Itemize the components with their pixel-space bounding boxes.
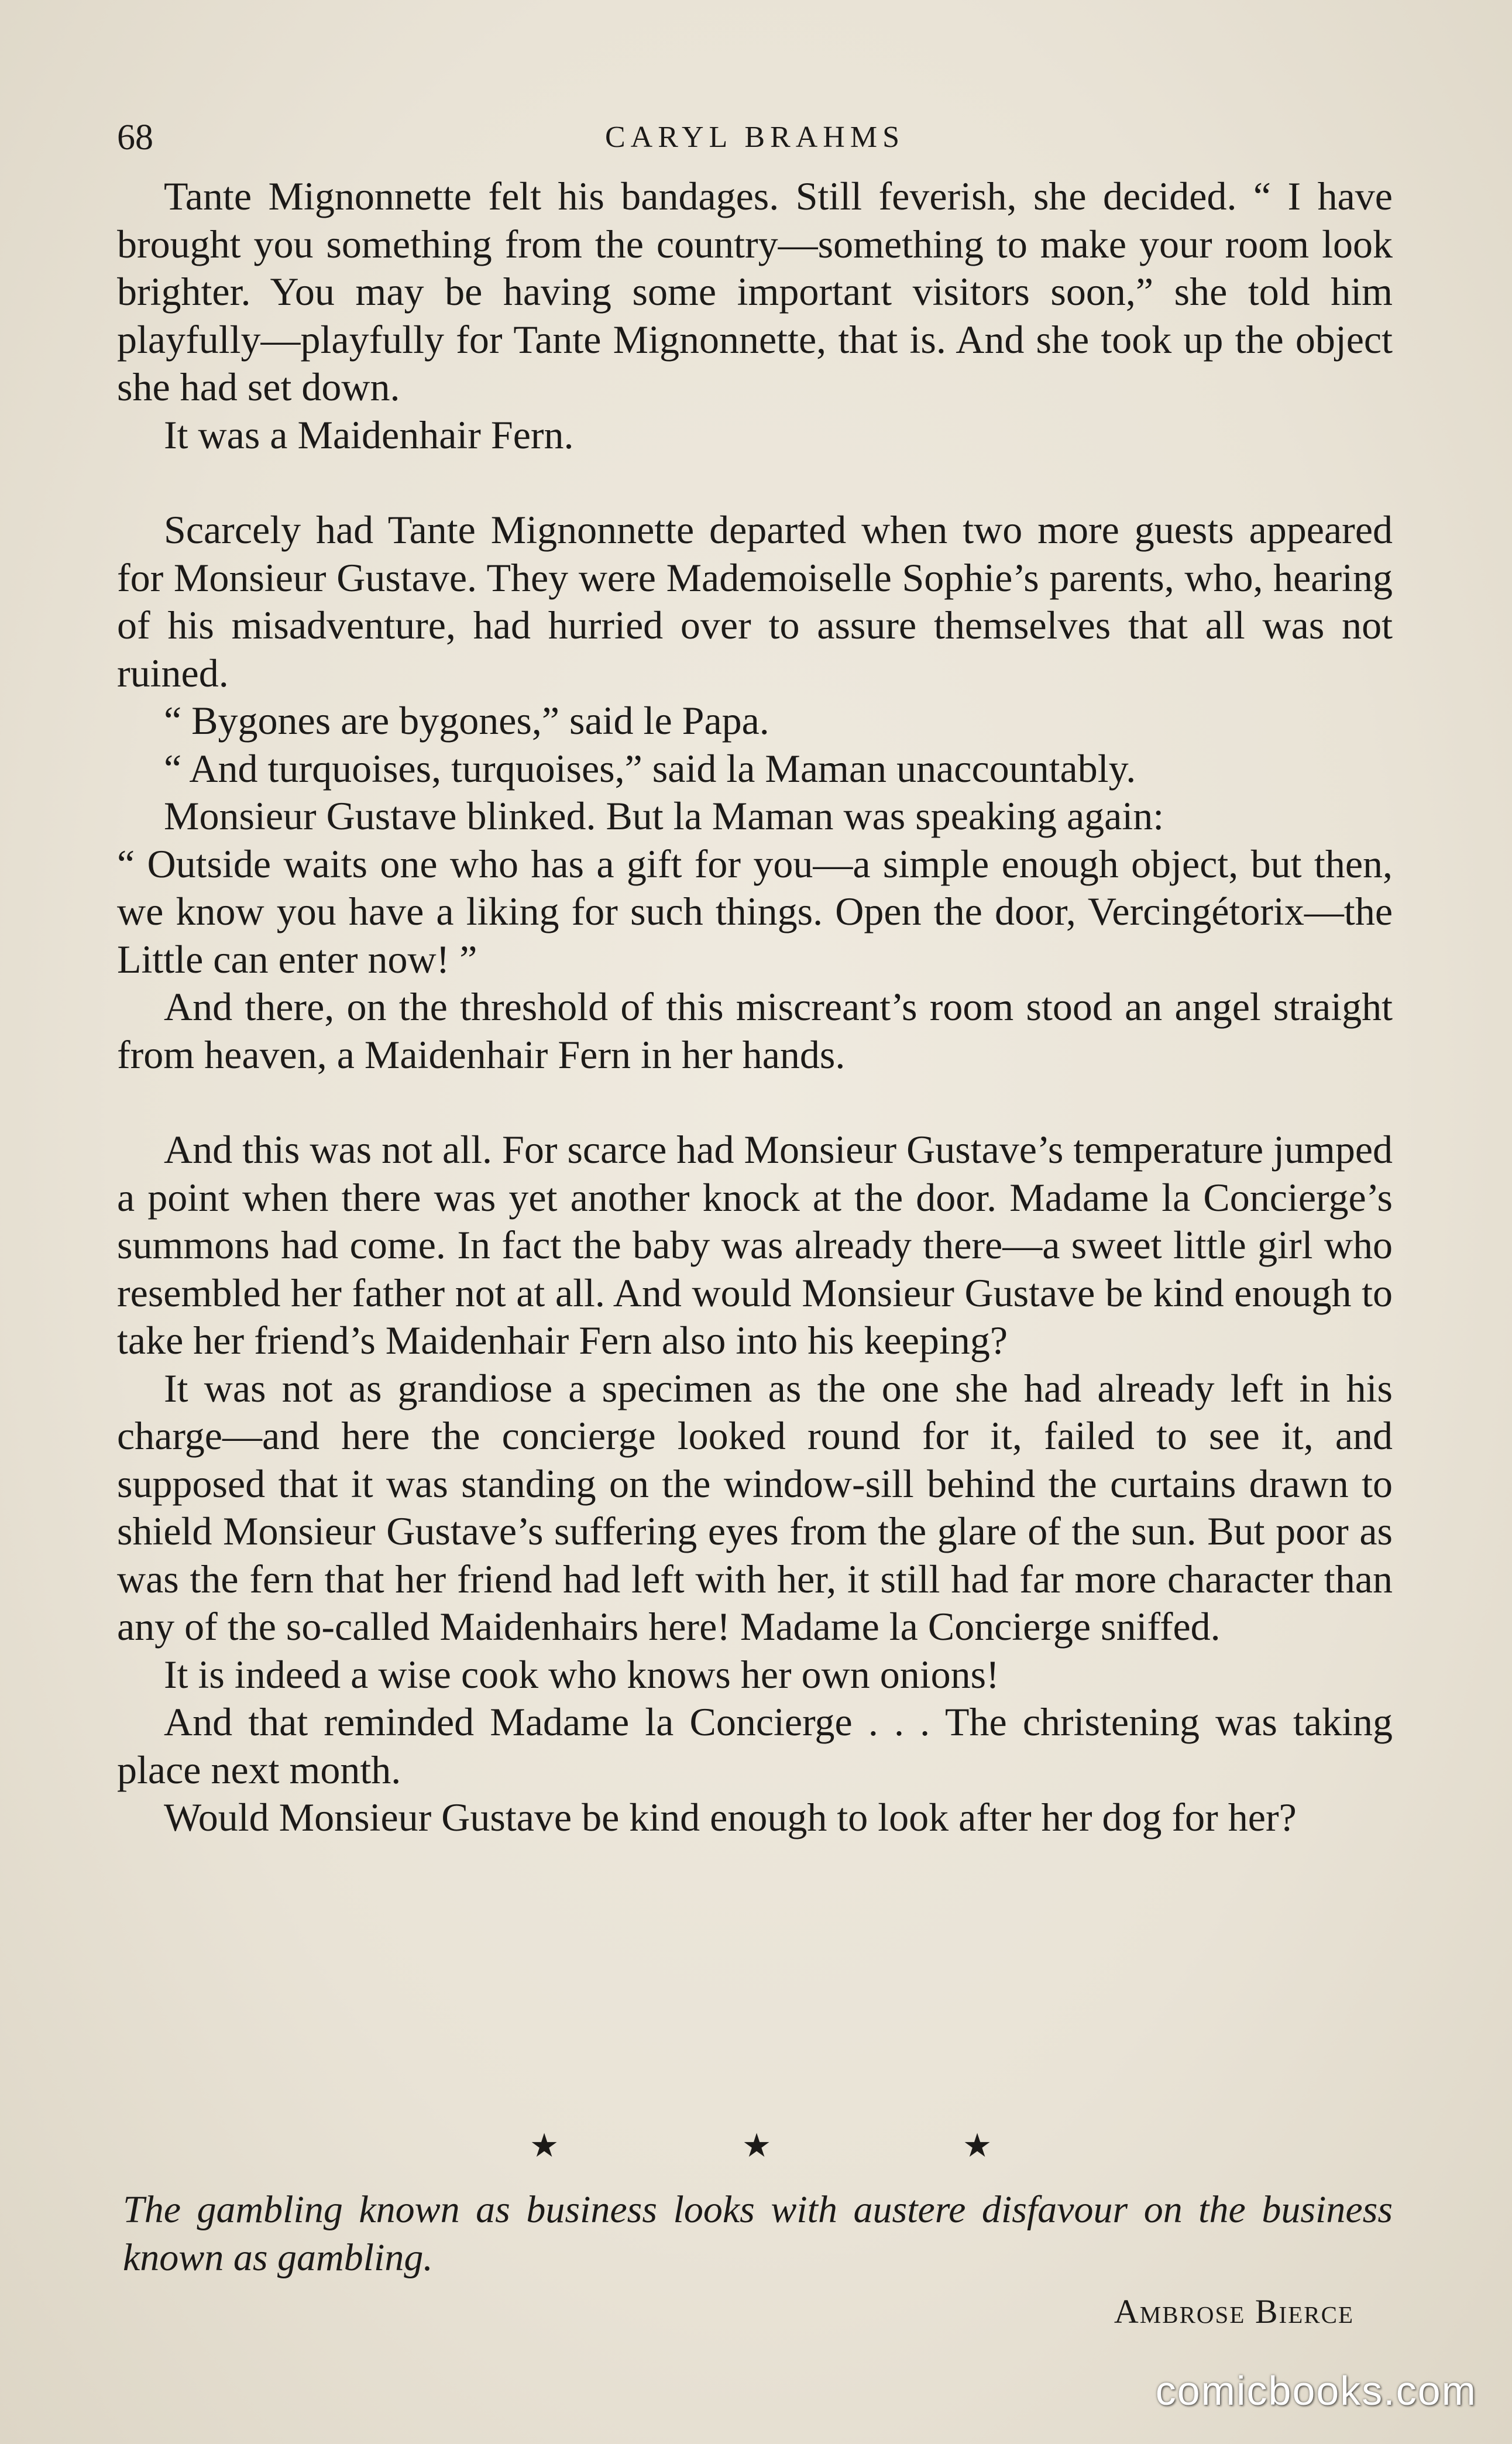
paragraph: And this was not all. For scarce had Monsieur Gustave’s temperature jumped a point when there was yet another knock at the door. Madame la Concierge’s summons had come. In fact the baby was already there—a sweet little girl who resembled her father not at all. And would Monsieur Gustave be kind enough to take her friend’s Maidenhair Fern also into his keeping? xyxy=(117,1127,1393,1362)
paragraph: It was a Maidenhair Fern. xyxy=(164,412,574,457)
paragraph: “ Bygones are bygones,” said le Papa. xyxy=(164,698,769,743)
star-icon: ★ xyxy=(530,2127,559,2165)
epigraph-quote: The gambling known as business looks with austere disfavour on the business known as gambling. xyxy=(123,2188,1393,2279)
paragraph: Monsieur Gustave blinked. But la Maman was speaking again: xyxy=(164,794,1164,838)
paragraph: Would Monsieur Gustave be kind enough to look after her dog for her? xyxy=(164,1795,1297,1839)
body-text xyxy=(117,173,1393,1842)
epigraph-attribution: Ambrose Bierce xyxy=(1114,2292,1354,2330)
paragraph: Tante Mignonnette felt his bandages. Still feverish, she decided. “ I have brought you something from the country—something to make your room look brighter. You may be having some important visitors soon,” she told him playfully—playfully for Tante Mignonnette, that is. And she took up the object she had set down. xyxy=(117,174,1393,409)
paragraph: And that reminded Madame la Concierge . . . The christening was taking place next month. xyxy=(117,1700,1393,1792)
page-header xyxy=(117,111,1393,164)
page-number: 68 xyxy=(117,118,153,157)
paragraph: It is indeed a wise cook who knows her own onions! xyxy=(164,1652,999,1697)
running-head: CARYL BRAHMS xyxy=(604,121,905,154)
section-break xyxy=(117,459,1393,506)
watermark: comicbooks.com xyxy=(1155,2368,1477,2414)
paragraph: And there, on the threshold of this miscreant’s room stood an angel straight from heaven, a Maidenhair Fern in her hands. xyxy=(117,984,1393,1077)
paragraph: Scarcely had Tante Mignonnette departed when two more guests appeared for Monsieur Gustave. They were Mademoiselle Sophie’s parents, who, hearing of his misadventure, had hurried over to assure themselves that all was not ruined. xyxy=(117,507,1393,695)
star-icon: ★ xyxy=(963,2127,992,2165)
star-icon: ★ xyxy=(742,2127,772,2165)
paragraph: It was not as grandiose a specimen as the one she had already left in his charge—and here the concierge looked round for it, failed to see it, and supposed that it was standing on the window-sill behind the curtains drawn to shield Monsieur Gustave’s suffering eyes from the glare of the sun. But poor as was the fern that her friend had left with her, it still had far more character than any of the so-called Maidenhairs here! Madame la Concierge sniffed. xyxy=(117,1365,1393,1649)
section-break xyxy=(117,1079,1393,1126)
star-separator xyxy=(0,2120,1512,2172)
paragraph: “ And turquoises, turquoises,” said la Maman unaccountably. xyxy=(164,746,1136,791)
paragraph: “ Outside waits one who has a gift for you—a simple enough object, but then, we know you have a liking for such things. Open the door, Vercingétorix—the Little can enter now! ” xyxy=(117,841,1393,981)
